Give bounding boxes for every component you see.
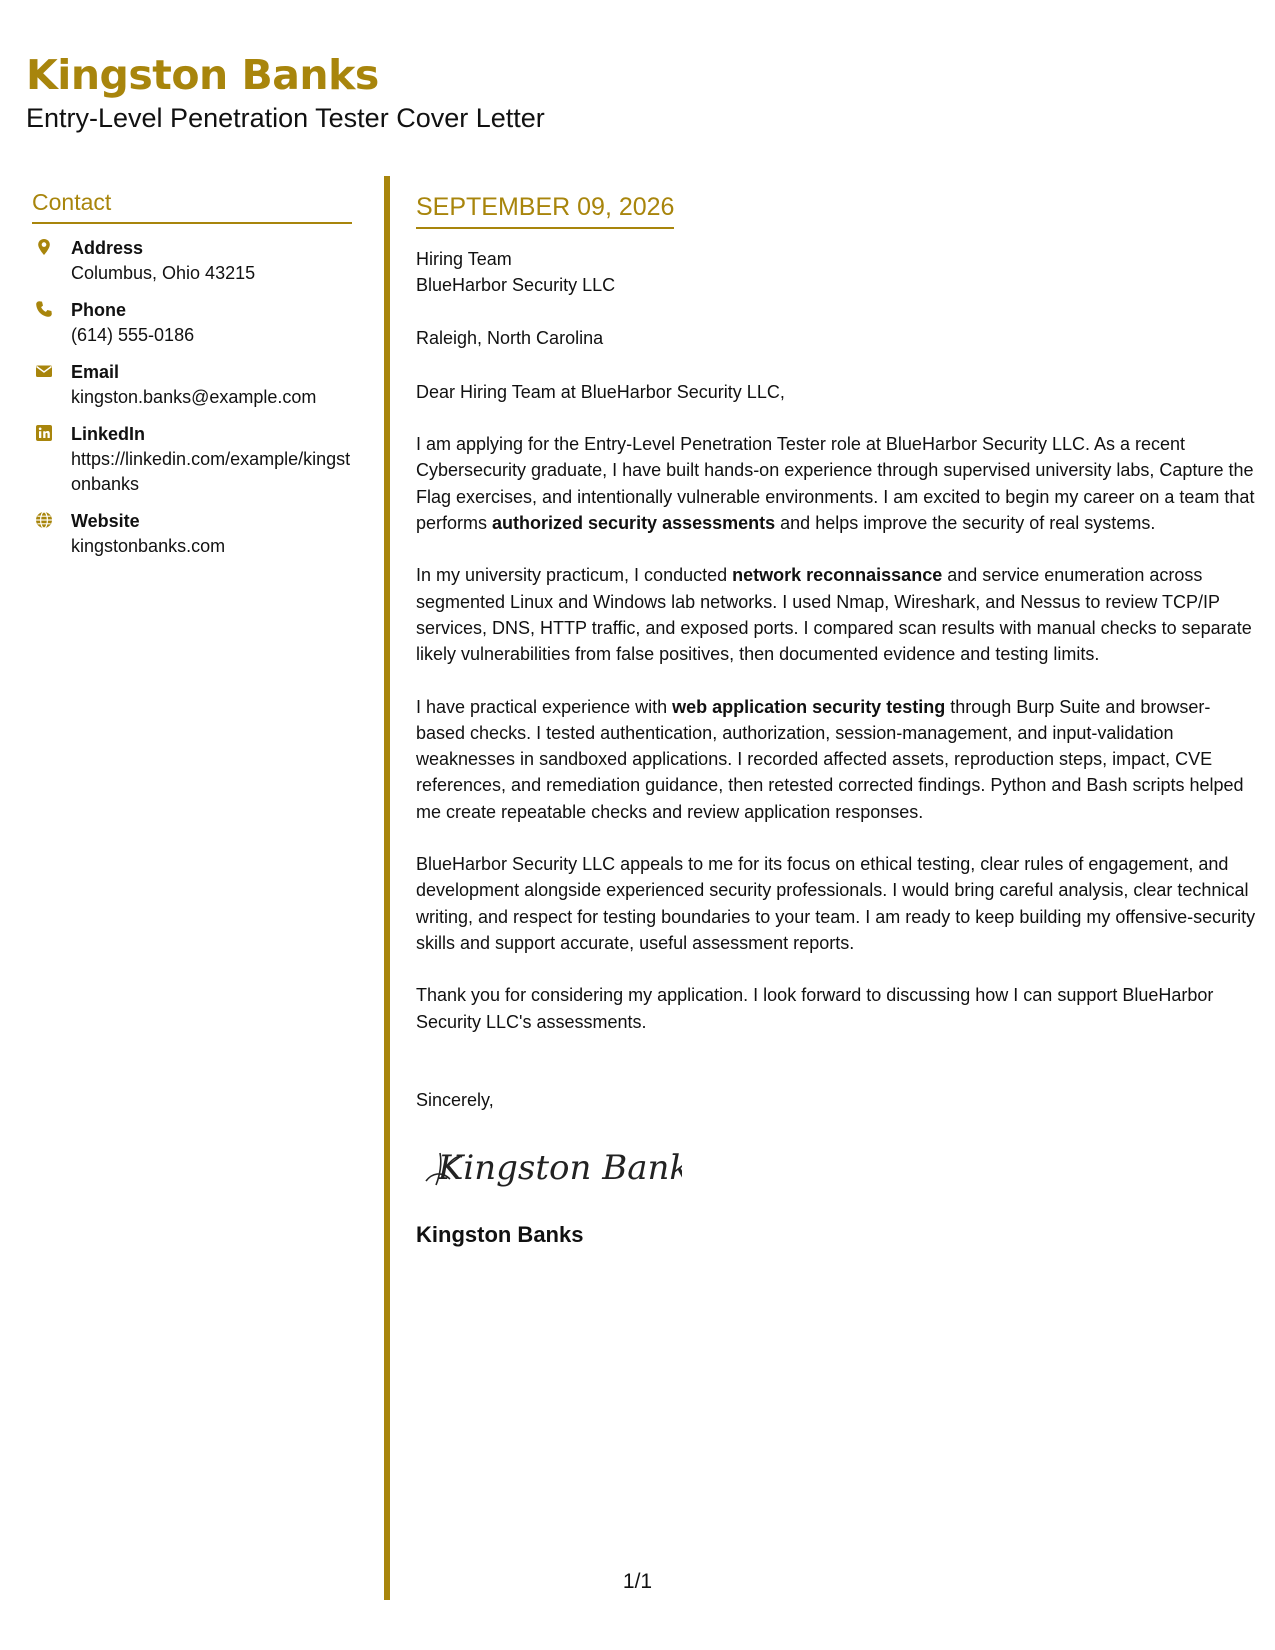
contact-label: Phone	[71, 300, 127, 320]
contact-address	[32, 236, 352, 286]
recipient-name: Hiring Team	[416, 249, 512, 269]
phone-icon	[35, 300, 53, 318]
paragraph-text: and helps improve the security of real systems.	[775, 513, 1156, 534]
paragraph-5: Thank you for considering my application. I look forward to discussing how I can support BlueHarbor Security LLC's assessments.	[416, 985, 1214, 1032]
linkedin-value[interactable]: https://linkedin.com/example/kingstonbanks	[71, 449, 351, 494]
contact-website	[32, 509, 352, 559]
globe-icon	[35, 511, 53, 529]
paragraph-highlight: web application security testing	[672, 696, 946, 717]
envelope-icon	[35, 362, 53, 380]
letter-body	[416, 192, 1256, 1249]
contact-phone	[32, 298, 352, 348]
signatory-name: Kingston Banks	[416, 1222, 584, 1248]
linkedin-icon	[35, 424, 53, 442]
recipient-block	[416, 246, 1256, 299]
contact-label: Address	[71, 238, 144, 258]
letter-date: SEPTEMBER 09, 2026	[416, 192, 674, 229]
contact-sidebar	[32, 188, 352, 559]
paragraph-4: BlueHarbor Security LLC appeals to me for its focus on ethical testing, clear rules of engagement, and development alongside experienced security professionals. I would bring careful analysis, clear technical writing, and respect for testing boundaries to your team. I am ready to keep building my offensive-security skills and support accurate, useful assessment reports.	[416, 854, 1256, 953]
paragraph-text: through Burp Suite and browser-based checks. I tested authentication, authorization, session-management, and input-validation weaknesses in sandboxed applications. I recorded affected assets, reproduction steps, impact, CVE references, and remediation guidance, then retested corrected findings. Python and Bash scripts helped me create repeatable checks and review application responses.	[416, 696, 1244, 822]
website-value[interactable]: kingstonbanks.com	[71, 536, 226, 556]
address-value: Columbus, Ohio 43215	[71, 263, 256, 283]
letter-header	[26, 46, 545, 134]
page-number: 1/1	[622, 1570, 653, 1593]
closing: Sincerely,	[416, 1089, 494, 1110]
signature-text: Kingston Banks	[438, 1148, 682, 1189]
contact-label: LinkedIn	[71, 424, 146, 444]
paragraph-2	[416, 562, 1256, 667]
contact-label: Email	[71, 362, 120, 382]
paragraph-highlight: authorized security assessments	[492, 513, 776, 534]
recipient-company: BlueHarbor Security LLC	[416, 275, 616, 296]
contact-email	[32, 360, 352, 410]
paragraph-3	[416, 694, 1256, 825]
paragraph-1	[416, 431, 1256, 536]
paragraph-highlight: network reconnaissance	[732, 565, 943, 586]
salutation: Dear Hiring Team at BlueHarbor Security LLC,	[416, 381, 785, 402]
handwritten-signature	[422, 1141, 682, 1195]
paragraph-text: I have practical experience with	[416, 696, 673, 717]
paragraph-text: and service enumeration across segmented Linux and Windows lab networks. I used Nmap, Wireshark, and Nessus to review TCP/IP services, DNS, HTTP traffic, and exposed ports. I compared scan results with manual checks to separate likely vulnerabilities from false positives, then documented evidence and testing limits.	[416, 565, 1252, 665]
paragraph-text: I am applying for the Entry-Level Penetration Tester role at BlueHarbor Security LLC. As a recent Cybersecurity graduate, I have built hands-on experience through supervised university labs, Capture the Flag exercises, and intentionally vulnerable environments. I am excited to begin my career on a team that performs	[416, 434, 1255, 534]
applicant-name: Kingston Banks	[26, 51, 379, 99]
recipient-location: Raleigh, North Carolina	[416, 327, 604, 348]
paragraph-text: In my university practicum, I conducted	[416, 565, 733, 586]
email-value[interactable]: kingston.banks@example.com	[71, 387, 317, 407]
map-pin-icon	[35, 238, 53, 256]
contact-heading: Contact	[32, 188, 352, 224]
contact-linkedin	[32, 422, 352, 497]
column-divider	[384, 176, 390, 1600]
document-subtitle: Entry-Level Penetration Tester Cover Letter	[26, 103, 545, 133]
contact-label: Website	[71, 511, 140, 531]
phone-value: (614) 555-0186	[71, 325, 195, 345]
